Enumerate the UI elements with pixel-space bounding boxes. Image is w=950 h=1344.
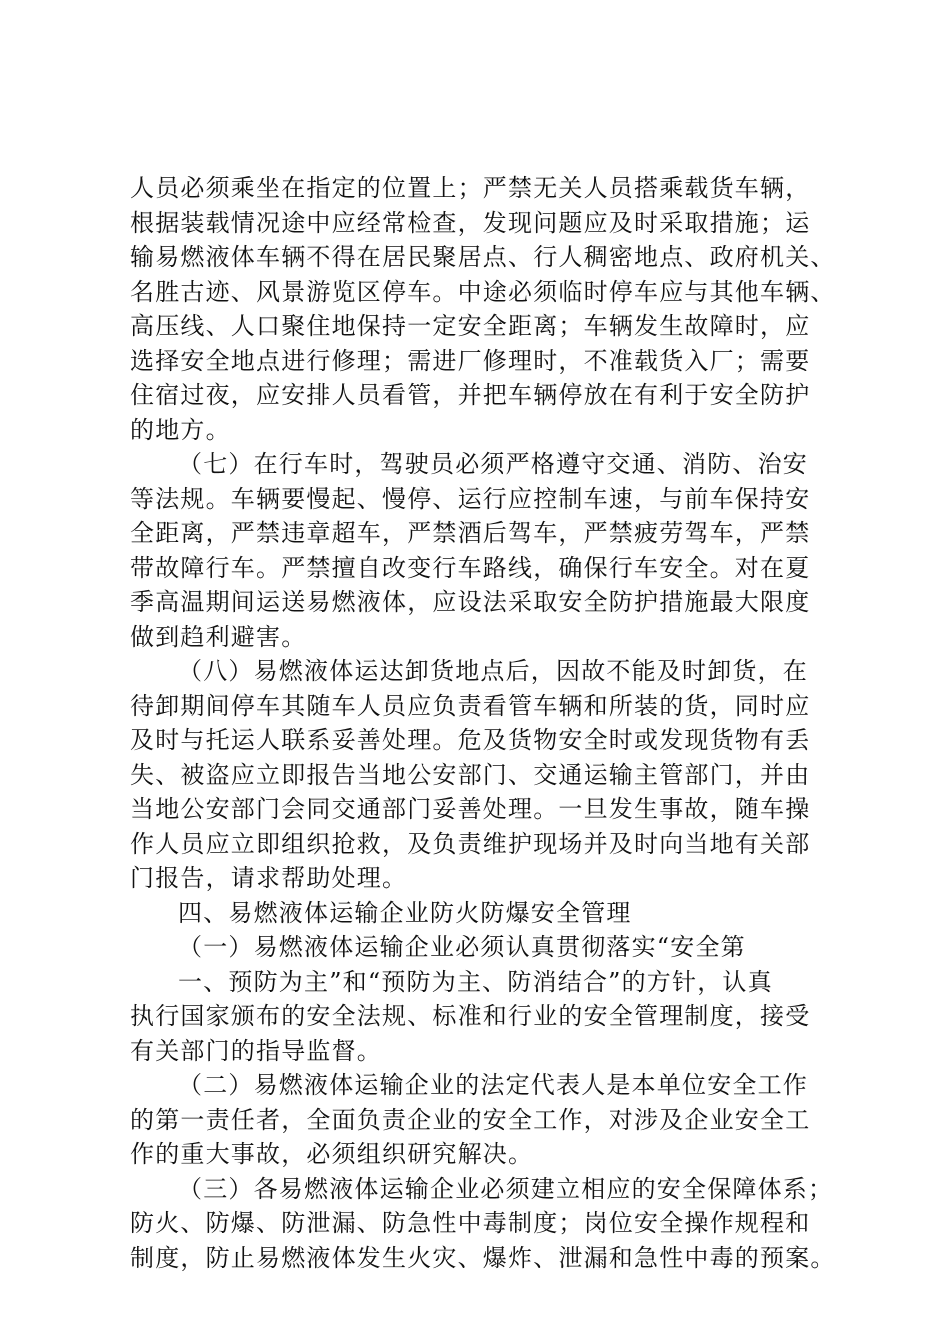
text-line: 制度，防止易燃液体发生火灾、爆炸、泄漏和急性中毒的预案。 [130,1243,836,1272]
text-line: 输易燃液体车辆不得在居民聚居点、行人稠密地点、政府机关、 [130,243,836,271]
text-line: 待卸期间停车其随车人员应负责看管车辆和所装的货，同时应 [130,691,811,720]
text-line: 季高温期间运送易燃液体，应设法采取安全防护措施最大限度 [130,588,811,616]
text-line: 人员必须乘坐在指定的位置上；严禁无关人员搭乘载货车辆， [130,174,811,202]
text-line: 执行国家颁布的安全法规、标准和行业的安全管理制度，接受 [130,1002,811,1030]
text-line: 名胜古迹、风景游览区停车。中途必须临时停车应与其他车辆、 [130,277,836,306]
text-line: （二）易燃液体运输企业的法定代表人是本单位安全工作 [178,1071,808,1099]
text-line: 当地公安部门会同交通部门妥善处理。一旦发生事故，随车操 [130,795,811,823]
text-line: 失、被盗应立即报告当地公安部门、交通运输主管部门，并由 [130,760,811,789]
text-line: 一、预防为主”和“预防为主、防消结合”的方针，认真 [178,967,773,996]
text-line: 做到趋利避害。 [130,622,307,651]
text-line: 住宿过夜，应安排人员看管，并把车辆停放在有利于安全防护 [130,381,811,409]
text-line: 高压线、人口聚住地保持一定安全距离；车辆发生故障时，应 [130,312,811,340]
text-line: 的第一责任者，全面负责企业的安全工作，对涉及企业安全工 [130,1105,811,1134]
text-line: 作的重大事故，必须组织研究解决。 [130,1140,534,1168]
text-line: 及时与托运人联系妥善处理。危及货物安全时或发现货物有丢 [130,726,811,754]
text-line: （七）在行车时，驾驶员必须严格遵守交通、消防、治安 [178,450,808,478]
text-line: 作人员应立即组织抢救，及负责维护现场并及时向当地有关部 [130,829,811,858]
text-line: （三）各易燃液体运输企业必须建立相应的安全保障体系； [178,1174,834,1203]
document-body [130,171,836,1275]
text-line: 的地方。 [130,415,231,444]
text-line: （一）易燃液体运输企业必须认真贯彻落实“安全第 [178,933,746,961]
text-line: 有关部门的指导监督。 [130,1036,382,1065]
text-line: 选择安全地点进行修理；需进厂修理时，不准载货入厂；需要 [130,346,811,375]
text-line: 门报告，请求帮助处理。 [130,864,408,892]
text-line: （八）易燃液体运达卸货地点后，因故不能及时卸货，在 [178,657,808,685]
text-line: 防火、防爆、防泄漏、防急性中毒制度；岗位安全操作规程和 [130,1209,811,1237]
text-line: 等法规。车辆要慢起、慢停、运行应控制车速，与前车保持安 [130,484,811,513]
text-line: 带故障行车。严禁擅自改变行车路线，确保行车安全。对在夏 [130,553,811,582]
text-line: 四、易燃液体运输企业防火防爆安全管理 [178,898,632,927]
text-line: 全距离，严禁违章超车，严禁酒后驾车，严禁疲劳驾车，严禁 [130,519,811,547]
text-line: 根据装载情况途中应经常检查，发现问题应及时采取措施；运 [130,208,811,237]
